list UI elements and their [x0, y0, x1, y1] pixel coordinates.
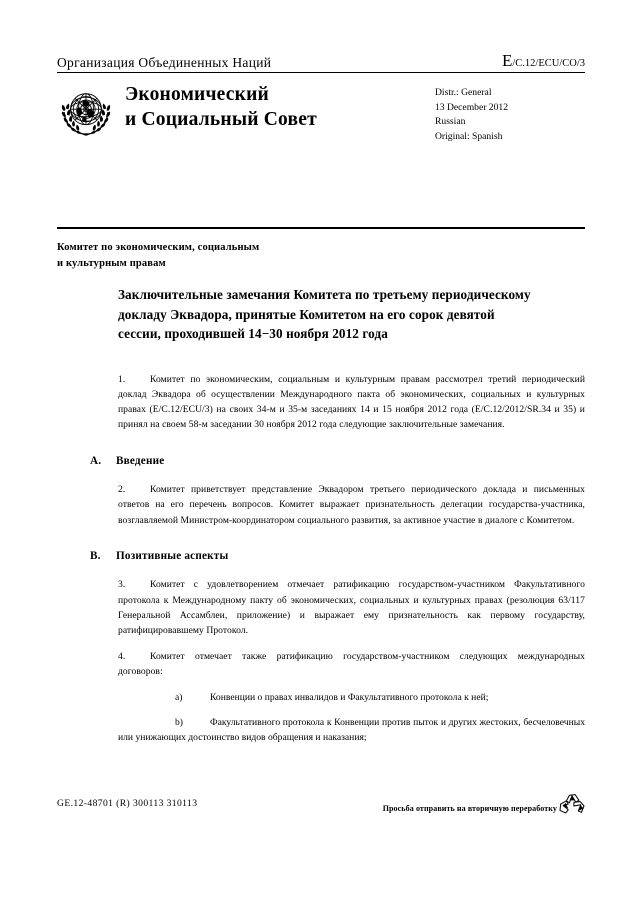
paragraph-1-text: Комитет по экономическим, социальным и культурным правам рассмотрел третий периодический доклад Эквадора об осуществлении Международного пакта об экономических, социальных и культурных правах (E/C.12/ECU/3) на своих 34-м и 35-м заседаниях 14 и 15 ноября 2012 года (E/C.12/2012/SR.34 и 35) и принял на своем 58-м заседании 30 ноября 2012 года следующие заключительные замечания. — [118, 374, 585, 431]
footer-recycle-note: Просьба отправить на вторичную переработку — [382, 804, 557, 813]
paragraph-1 — [57, 372, 585, 433]
section-a-letter: A. — [90, 454, 102, 467]
council-title-line2: и Социальный Совет — [125, 108, 317, 130]
paragraph-4-number: 4. — [118, 651, 126, 663]
paragraph-4-text: Комитет отмечает также ратификацию государством-участником следующих международных договоров: — [118, 651, 585, 678]
committee-name — [57, 240, 457, 273]
section-heading-a — [57, 454, 585, 470]
footer-document-code: GE.12-48701 (R) 300113 310113 — [57, 798, 198, 809]
document-body — [57, 372, 585, 754]
committee-name-line2: и культурным правам — [57, 258, 166, 270]
masthead-body-row — [57, 73, 585, 144]
un-emblem-icon — [57, 84, 115, 139]
masthead — [57, 52, 585, 144]
committee-name-line1: Комитет по экономическим, социальным — [57, 242, 260, 253]
subparagraph-b-label: b) — [175, 716, 183, 728]
subparagraph-a-label: a) — [175, 692, 183, 704]
subparagraph-b — [57, 715, 585, 745]
paragraph-4 — [57, 649, 585, 679]
paragraph-3-number: 3. — [118, 579, 126, 591]
paragraph-2-text: Комитет приветствует представление Эквадором третьего периодического доклада и письменных ответов на его перечень вопросов. Комитет выражает признательность делегации государства-участника, возглавляемой Министром-координатором социального развития, за активное участие в диалоге с Комитетом. — [118, 484, 585, 526]
section-heading-b — [57, 549, 585, 565]
subparagraph-a-text: Конвенции о правах инвалидов и Факультативного протокола к ней; — [210, 692, 489, 704]
distribution-block — [431, 82, 585, 144]
council-title — [125, 82, 431, 133]
section-divider-rule — [57, 227, 585, 229]
subparagraph-a — [57, 690, 585, 705]
document-symbol-prefix: E — [501, 51, 513, 70]
masthead-top-row — [57, 52, 585, 72]
section-b-title: Позитивные аспекты — [116, 549, 229, 562]
paragraph-2-number: 2. — [118, 484, 126, 496]
document-title: Заключительные замечания Комитета по третьему периодическому докладу Эквадора, принятые Комитетом на его сорок девятой сессии, проходившей 14−30 ноября 2012 года — [118, 287, 531, 342]
council-title-line1: Экономический — [125, 84, 269, 105]
document-symbol — [502, 52, 585, 70]
distribution-type: Distr.: General — [435, 87, 492, 98]
paragraph-2 — [57, 482, 585, 527]
distribution-language: Russian — [435, 116, 466, 128]
organization-name: Организация Объединенных Наций — [57, 54, 272, 70]
document-symbol-suffix: /C.12/ECU/CO/3 — [512, 58, 585, 69]
distribution-date: 13 December 2012 — [435, 101, 508, 113]
paragraph-3 — [57, 577, 585, 638]
section-b-letter: B. — [90, 549, 101, 562]
subparagraph-b-text: Факультативного протокола к Конвенции против пыток и других жестоких, бесчеловечных или унижающих достоинство видов обращения и наказания; — [118, 716, 585, 743]
distribution-original: Original: Spanish — [435, 130, 503, 142]
paragraph-3-text: Комитет с удовлетворением отмечает ратификацию государством-участником Факультативного протокола к Международному пакту об экономических, социальных и культурных правах (резолюция 63/117 Генеральной Ассамблеи, приложение) и выражает ему признательность как первому государству, ратифицировавшему Протокол. — [118, 579, 585, 636]
page-footer — [57, 798, 585, 818]
footer-recycle-block — [383, 798, 585, 818]
paragraph-1-number: 1. — [118, 374, 126, 385]
section-a-title: Введение — [116, 454, 165, 467]
recycle-icon — [559, 794, 585, 818]
